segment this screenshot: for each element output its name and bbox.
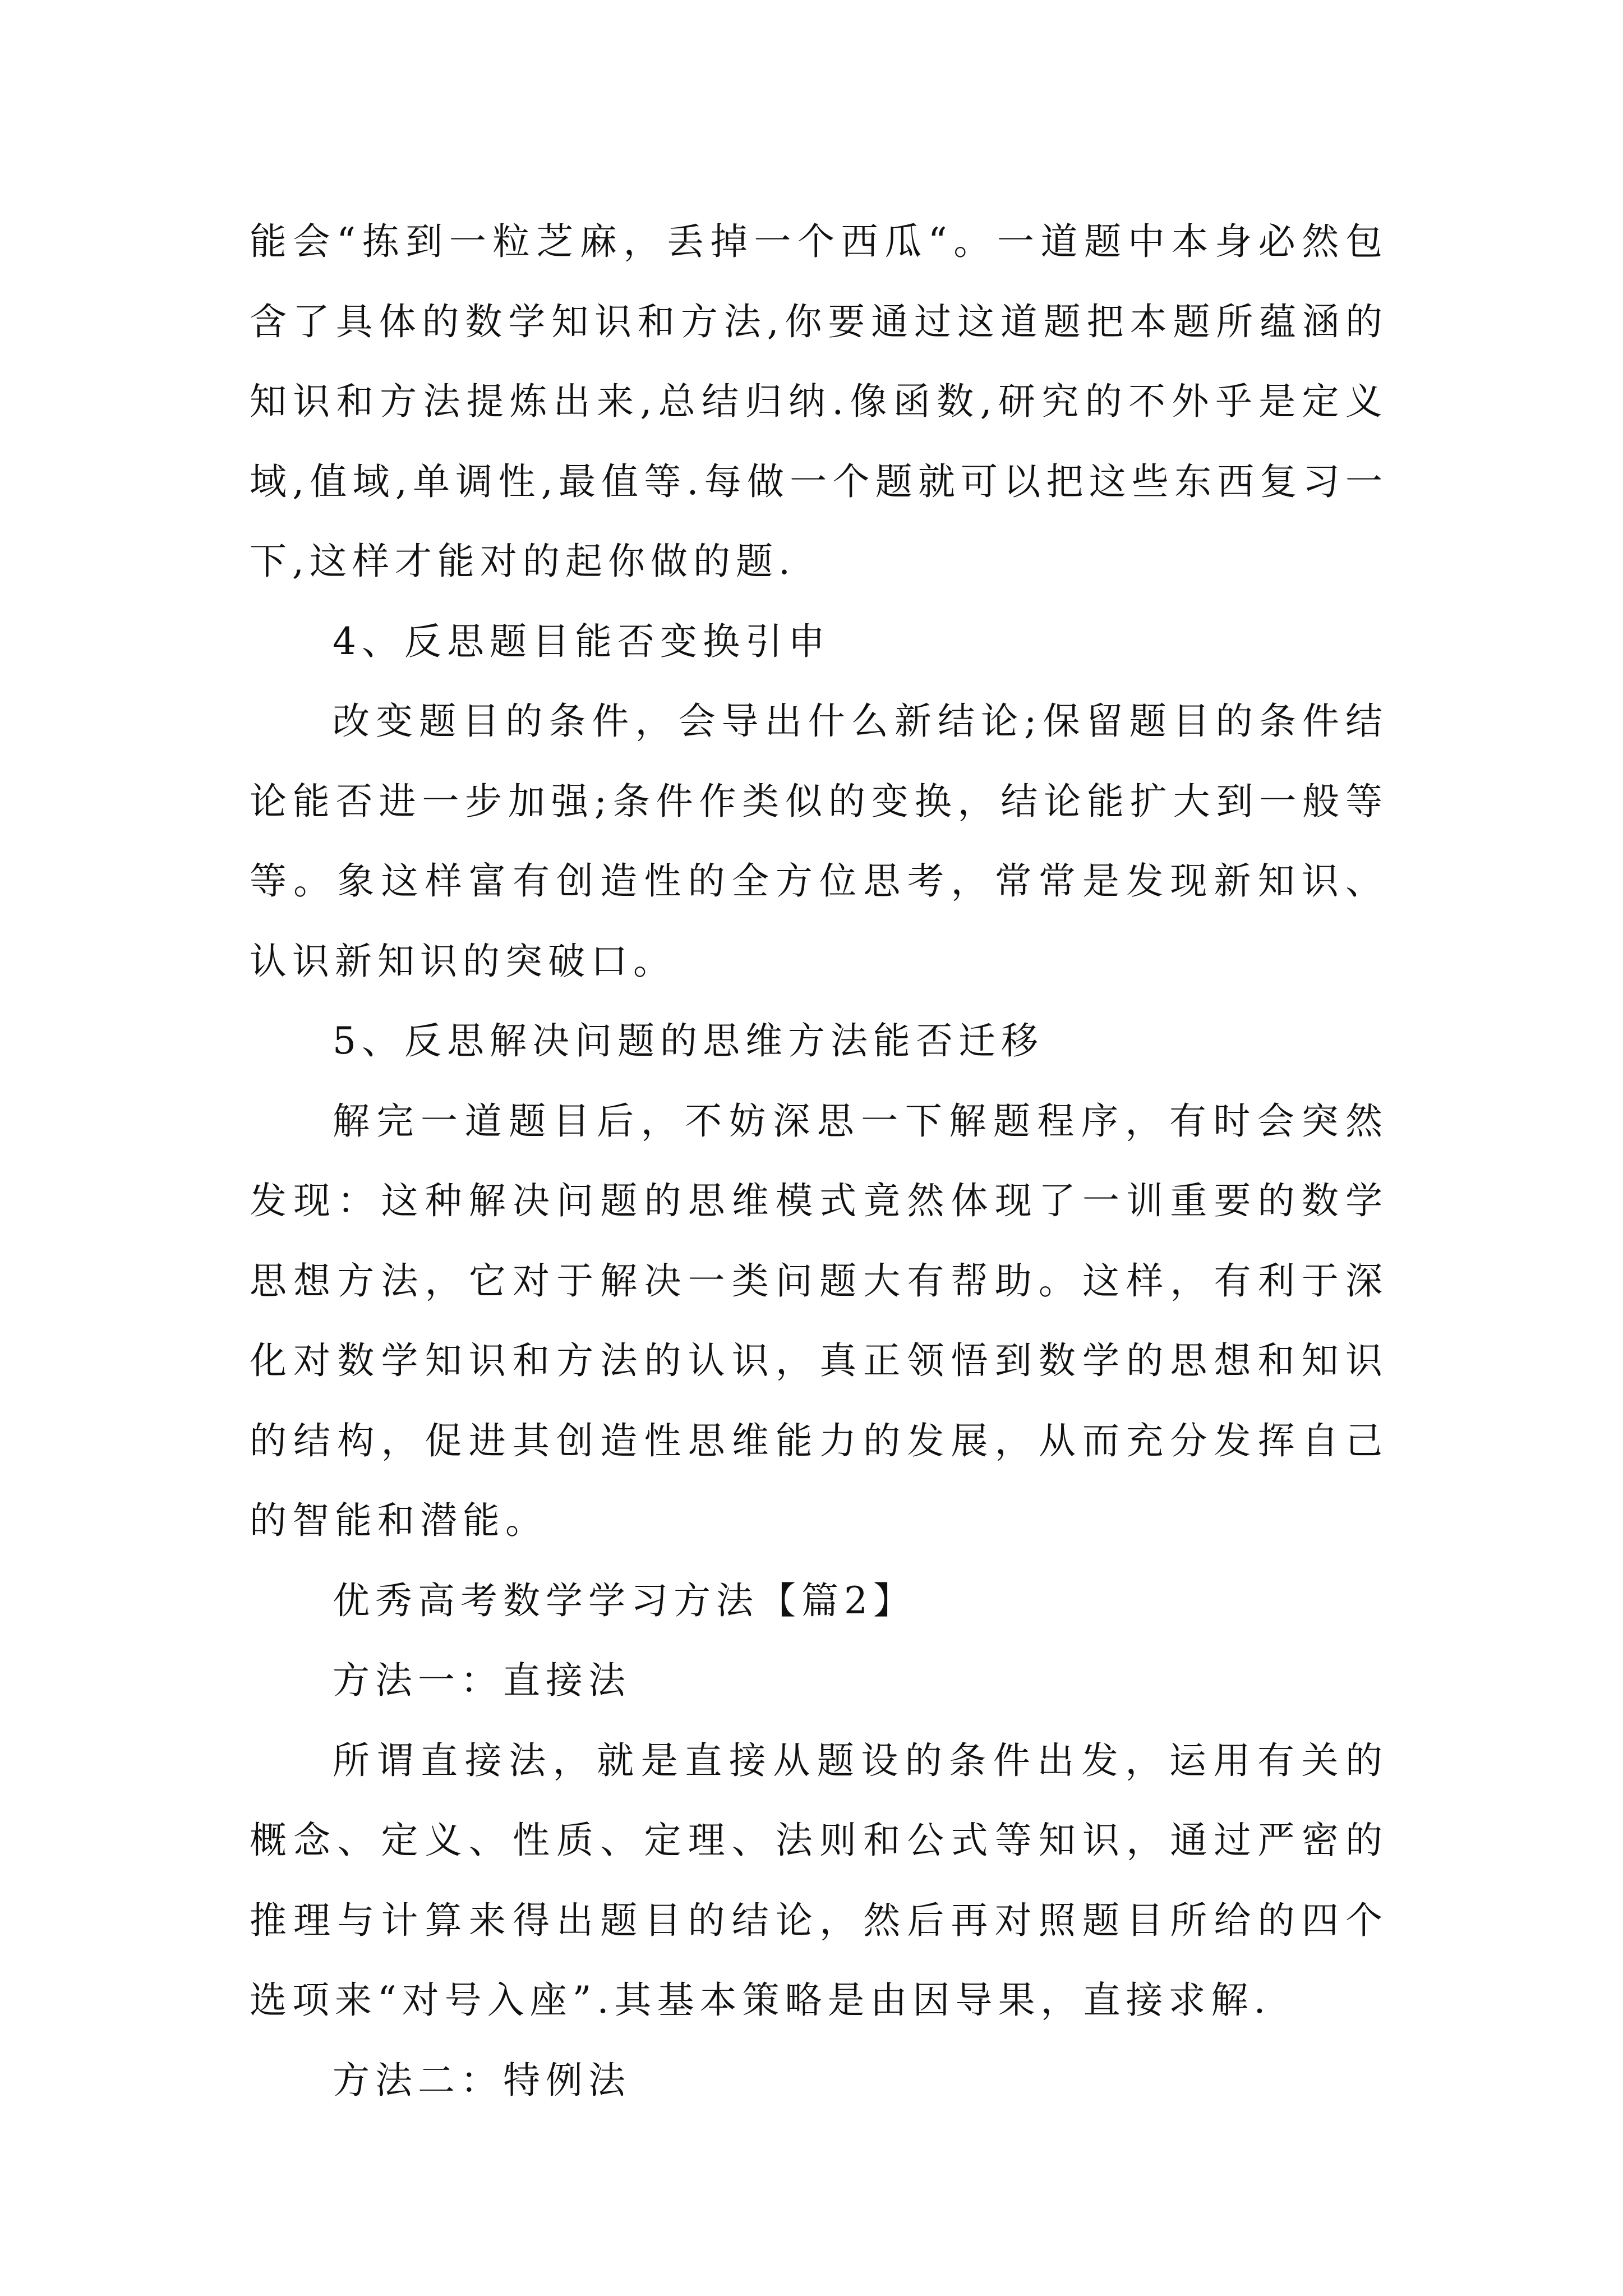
paragraph-8: 所谓直接法，就是直接从题设的条件出发，运用有关的概念、定义、性质、定理、法则和公式等知识，通过严密的推理与计算来得出题目的结论，然后再对照题目所给的四个选项来“对号入座”.其基本策略是由因导果，直接求解. [250, 1738, 1388, 2022]
article-heading-2: 优秀高考数学学习方法【篇2】 [333, 1579, 916, 1622]
method-heading-2: 方法二：特例法 [333, 2058, 631, 2102]
method-heading-1: 方法一：直接法 [333, 1659, 631, 1702]
section-heading-4: 4、反思题目能否变换引申 [333, 619, 831, 663]
paragraph-3: 改变题目的条件，会导出什么新结论;保留题目的条件结论能否进一步加强;条件作类似的变换，结论能扩大到一般等等。象这样富有创造性的全方位思考，常常是发现新知识、认识新知识的突破口。 [250, 700, 1388, 983]
paragraph-1: 能会“拣到一粒芝麻，丢掉一个西瓜“。一道题中本身必然包含了具体的数学知识和方法,你要通过这道题把本题所蕴涵的知识和方法提炼出来,总结归纳.像函数,研究的不外乎是定义域,值域,单调性,最值等.每做一个题就可以把这些东西复习一下,这样才能对的起你做的题. [250, 220, 1388, 583]
section-heading-5: 5、反思解决问题的思维方法能否迁移 [333, 1019, 1044, 1062]
paragraph-5: 解完一道题目后，不妨深思一下解题程序，有时会突然发现：这种解决问题的思维模式竟然体现了一训重要的数学思想方法，它对于解决一类问题大有帮助。这样，有利于深化对数学知识和方法的认识，真正领悟到数学的思想和知识的结构，促进其创造性思维能力的发展，从而充分发挥自己的智能和潜能。 [250, 1099, 1388, 1542]
document-body [250, 202, 1388, 2120]
